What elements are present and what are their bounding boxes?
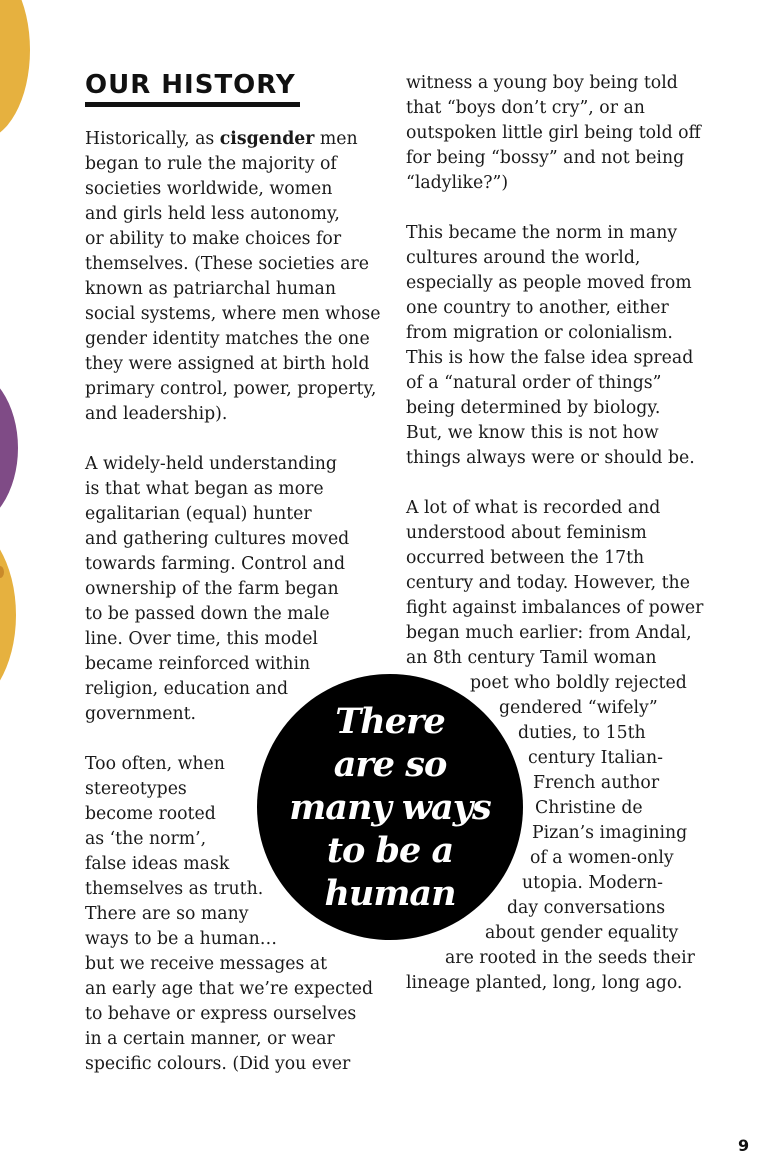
right-line-1: witness a young boy being told — [406, 73, 678, 93]
right-line-29: Pizan’s imagining — [532, 823, 688, 843]
right-line-25: duties, to 15th — [518, 723, 646, 743]
right-line-6: This became the norm in many — [406, 223, 678, 243]
quote-line-2: are so — [333, 743, 447, 785]
cisgender-term: cisgender — [219, 129, 315, 149]
left-line-28: false ideas mask — [85, 854, 230, 874]
right-line-8: especially as people moved from — [406, 273, 692, 293]
right-line-5: “ladylike?”) — [406, 173, 509, 193]
quote-line-4: to be a — [326, 829, 454, 871]
left-line-4: and girls held less autonomy, — [85, 204, 340, 224]
left-line-19: to be passed down the male — [85, 604, 330, 624]
right-line-10: from migration or colonialism. — [406, 323, 673, 343]
right-line-7: cultures around the world, — [406, 248, 641, 268]
left-line-29: themselves as truth. — [85, 879, 264, 899]
left-line-1: Historically, as cisgender men — [85, 129, 358, 149]
left-line-25: stereotypes — [85, 779, 187, 799]
left-line-26: become rooted — [85, 804, 216, 824]
left-line-5: or ability to make choices for — [85, 229, 342, 249]
right-line-21: began much earlier: from Andal, — [406, 623, 692, 643]
right-line-3: outspoken little girl being told off — [406, 123, 701, 143]
left-line-2: began to rule the majority of — [85, 154, 337, 174]
left-line-33: an early age that we’re expected — [85, 979, 374, 999]
left-line-32: but we receive messages at — [85, 954, 328, 974]
decorative-yellow-shape-middle — [0, 520, 16, 710]
left-line-14: is that what began as more — [85, 479, 324, 499]
left-line-18: ownership of the farm began — [85, 579, 339, 599]
right-line-20: fight against imbalances of power — [406, 598, 704, 618]
right-line-24: gendered “wifely” — [499, 698, 658, 718]
quote-line-3: many ways — [289, 786, 491, 828]
quote-badge-text — [275, 700, 505, 915]
right-line-22: an 8th century Tamil woman — [406, 648, 657, 668]
right-line-15: things always were or should be. — [406, 448, 695, 468]
right-line-18: occurred between the 17th — [406, 548, 645, 568]
left-line-6: themselves. (These societies are — [85, 254, 369, 274]
right-line-31: utopia. Modern- — [522, 873, 663, 893]
left-line-34: to behave or express ourselves — [85, 1004, 357, 1024]
right-line-35: lineage planted, long, long ago. — [406, 973, 683, 993]
right-line-12: of a “natural order of things” — [406, 373, 662, 393]
right-line-27: French author — [533, 773, 660, 793]
heading-underline — [85, 102, 300, 107]
left-line-11: primary control, power, property, — [85, 379, 377, 399]
left-line-36: specific colours. (Did you ever — [85, 1054, 351, 1074]
right-line-32: day conversations — [507, 898, 666, 918]
left-line-31: ways to be a human… — [85, 929, 278, 949]
left-line-21: became reinforced within — [85, 654, 311, 674]
left-line-8: social systems, where men whose — [85, 304, 381, 324]
right-line-26: century Italian- — [528, 748, 664, 768]
right-line-19: century and today. However, the — [406, 573, 690, 593]
left-line-23: government. — [85, 704, 197, 724]
right-line-16: A lot of what is recorded and — [406, 498, 661, 518]
right-line-4: for being “bossy” and not being — [406, 148, 685, 168]
quote-badge — [257, 674, 523, 940]
left-line-17: towards farming. Control and — [85, 554, 346, 574]
right-line-28: Christine de — [535, 798, 643, 818]
page-number: 9 — [738, 1136, 750, 1155]
left-line-15: egalitarian (equal) hunter — [85, 504, 312, 524]
right-line-14: But, we know this is not how — [406, 423, 659, 443]
right-line-30: of a women-only — [530, 848, 674, 868]
left-line-22: religion, education and — [85, 679, 289, 699]
decorative-purple-shape — [0, 368, 18, 528]
left-line-9: gender identity matches the one — [85, 329, 370, 349]
left-line-12: and leadership). — [85, 404, 228, 424]
right-line-34: are rooted in the seeds their — [445, 948, 695, 968]
left-line-24: Too often, when — [85, 754, 225, 774]
right-line-2: that “boys don’t cry”, or an — [406, 98, 645, 118]
left-line-13: A widely-held understanding — [85, 454, 337, 474]
right-line-11: This is how the false idea spread — [406, 348, 694, 368]
section-heading: OUR HISTORY — [85, 70, 296, 100]
left-line-10: they were assigned at birth hold — [85, 354, 370, 374]
right-line-33: about gender equality — [485, 923, 679, 943]
left-line-3: societies worldwide, women — [85, 179, 333, 199]
left-line-7: known as patriarchal human — [85, 279, 336, 299]
left-line-35: in a certain manner, or wear — [85, 1029, 335, 1049]
left-line-16: and gathering cultures moved — [85, 529, 350, 549]
quote-line-1: There — [335, 700, 445, 742]
right-line-9: one country to another, either — [406, 298, 669, 318]
right-line-13: being determined by biology. — [406, 398, 661, 418]
left-line-27: as ‘the norm’, — [85, 829, 207, 849]
left-line-20: line. Over time, this model — [85, 629, 318, 649]
left-line-30: There are so many — [85, 904, 249, 924]
right-line-17: understood about feminism — [406, 523, 647, 543]
decorative-yellow-shape-top — [0, 0, 30, 140]
right-line-23: poet who boldly rejected — [470, 673, 687, 693]
quote-line-5: human — [324, 872, 456, 914]
